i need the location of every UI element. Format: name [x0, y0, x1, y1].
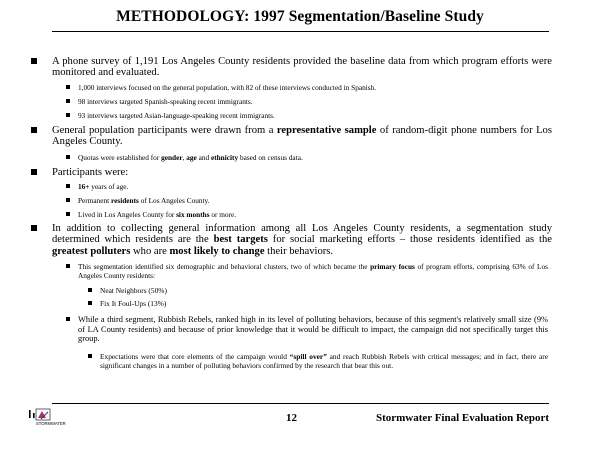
bullet-text: In addition to collecting general information among all Los Angeles County residents, a segmentation study determined which residents are the — [52, 223, 552, 246]
bullet-text: their behaviors. — [264, 245, 334, 257]
square-bullet-icon — [66, 184, 70, 188]
sub-bullet — [78, 97, 548, 106]
square-bullet-icon — [88, 354, 92, 358]
sub-bullet-text: years of age. — [89, 182, 129, 191]
sub-bullet-text: 98 interviews targeted Spanish-speaking recent immigrants. — [78, 97, 253, 106]
square-bullet-icon — [88, 301, 92, 305]
sub-bullet-text: 93 interviews targeted Asian-language-speaking recent immigrants. — [78, 111, 275, 120]
stormwater-logo-icon — [27, 407, 67, 427]
bullet-participants — [52, 167, 552, 178]
sub-bullet — [78, 83, 548, 92]
bullet-segmentation — [52, 223, 552, 257]
sub-bullet-emphasis: six months — [176, 210, 210, 219]
bullet-emphasis: greatest polluters — [52, 245, 131, 257]
bullet-emphasis: representative sample — [276, 125, 377, 136]
sub-bullet-emphasis: residents — [111, 196, 139, 205]
sub-bullet-emphasis: primary focus — [370, 262, 415, 271]
square-bullet-icon — [31, 169, 37, 175]
bullet-text: Participants were: — [52, 167, 129, 178]
sub-bullet-text: Quotas were established for — [78, 153, 162, 162]
square-bullet-icon — [66, 155, 70, 159]
expectations-emphasis: “spill over” — [289, 352, 327, 361]
sub-bullet-text: Permanent — [78, 196, 112, 205]
square-bullet-icon — [66, 212, 70, 216]
bullet-text: who are — [130, 245, 170, 257]
logo-text: STORMWATER — [36, 421, 66, 426]
sub-bullet-rubbish-rebels — [78, 315, 548, 344]
sub-bullet-text: While a third segment, Rubbish Rebels, ranked high in its level of polluting behaviors, because of this segment's relatively small size (9% of LA County residents) and because of prior knowledge that it would be difficult to impact, the campaign did not specifically target this group. — [78, 315, 548, 344]
sub-bullet-text: based on census data. — [238, 153, 303, 162]
title-rule — [52, 31, 549, 32]
cluster-item — [100, 286, 548, 295]
sub-bullet-text: or more. — [209, 210, 237, 219]
sub-bullet — [78, 111, 548, 120]
sub-bullet-text: , — [182, 153, 187, 162]
sub-bullet-clusters — [78, 262, 548, 280]
footer-rule — [52, 403, 549, 404]
bullet-emphasis: most likely to change — [169, 245, 265, 257]
square-bullet-icon — [66, 99, 70, 103]
sub-bullet-text: Lived in Los Angeles County for — [78, 210, 177, 219]
square-bullet-icon — [66, 264, 70, 268]
expectations-text: Expectations were that core elements of the campaign would — [100, 352, 290, 361]
sub-bullet-emphasis: gender — [161, 153, 183, 162]
square-bullet-icon — [66, 198, 70, 202]
cluster-item — [100, 299, 548, 308]
bullet-representative-sample — [52, 125, 552, 148]
square-bullet-icon — [31, 58, 37, 64]
square-bullet-icon — [88, 288, 92, 292]
sub-bullet-text: of program efforts, comprising 63% of Los Angeles County residents: — [78, 262, 548, 280]
square-bullet-icon — [66, 317, 70, 321]
expectations-item — [100, 352, 548, 370]
square-bullet-icon — [31, 225, 37, 231]
sub-bullet-emphasis: 16+ — [78, 182, 90, 191]
sub-bullet-text: of Los Angeles County. — [138, 196, 210, 205]
expectations-text: and reach Rubbish Rebels with critical messages; and in fact, there are significant changes in a number of polluting behaviors confirmed by the research that bear this out. — [100, 352, 548, 370]
sub-bullet-six-months — [78, 210, 548, 219]
sub-bullet-text: This segmentation identified six demographic and behavioral clusters, two of which became the — [78, 262, 371, 271]
square-bullet-icon — [66, 113, 70, 117]
page-number: 12 — [286, 412, 297, 424]
square-bullet-icon — [31, 127, 37, 133]
bullet-text: A phone survey of 1,191 Los Angeles County residents provided the baseline data from which program efforts were monitored and evaluated. — [52, 56, 552, 79]
bullet-text: General population participants were drawn from a — [52, 125, 277, 136]
sub-bullet-text: and — [196, 153, 211, 162]
sub-bullet-emphasis: ethnicity — [210, 153, 239, 162]
bullet-emphasis: best targets — [213, 234, 268, 246]
sub-bullet-quotas — [78, 153, 548, 162]
cluster-text: Neat Neighbors (50%) — [100, 286, 167, 295]
bullet-text: of random-digit phone numbers for Los Angeles County. — [52, 125, 552, 148]
sub-bullet-emphasis: age — [186, 153, 197, 162]
cluster-text: Fix It Foul-Ups (13%) — [100, 299, 167, 308]
sub-bullet-age — [78, 182, 548, 191]
page-title: METHODOLOGY: 1997 Segmentation/Baseline Study — [116, 8, 484, 25]
bullet-text: for social marketing efforts – those residents identified as the — [267, 234, 552, 246]
report-title: Stormwater Final Evaluation Report — [375, 412, 549, 424]
sub-bullet-text: 1,000 interviews focused on the general population, with 82 of these interviews conducted in Spanish. — [78, 83, 377, 92]
square-bullet-icon — [66, 85, 70, 89]
bullet-phone-survey — [52, 56, 552, 79]
sub-bullet-residents — [78, 196, 548, 205]
